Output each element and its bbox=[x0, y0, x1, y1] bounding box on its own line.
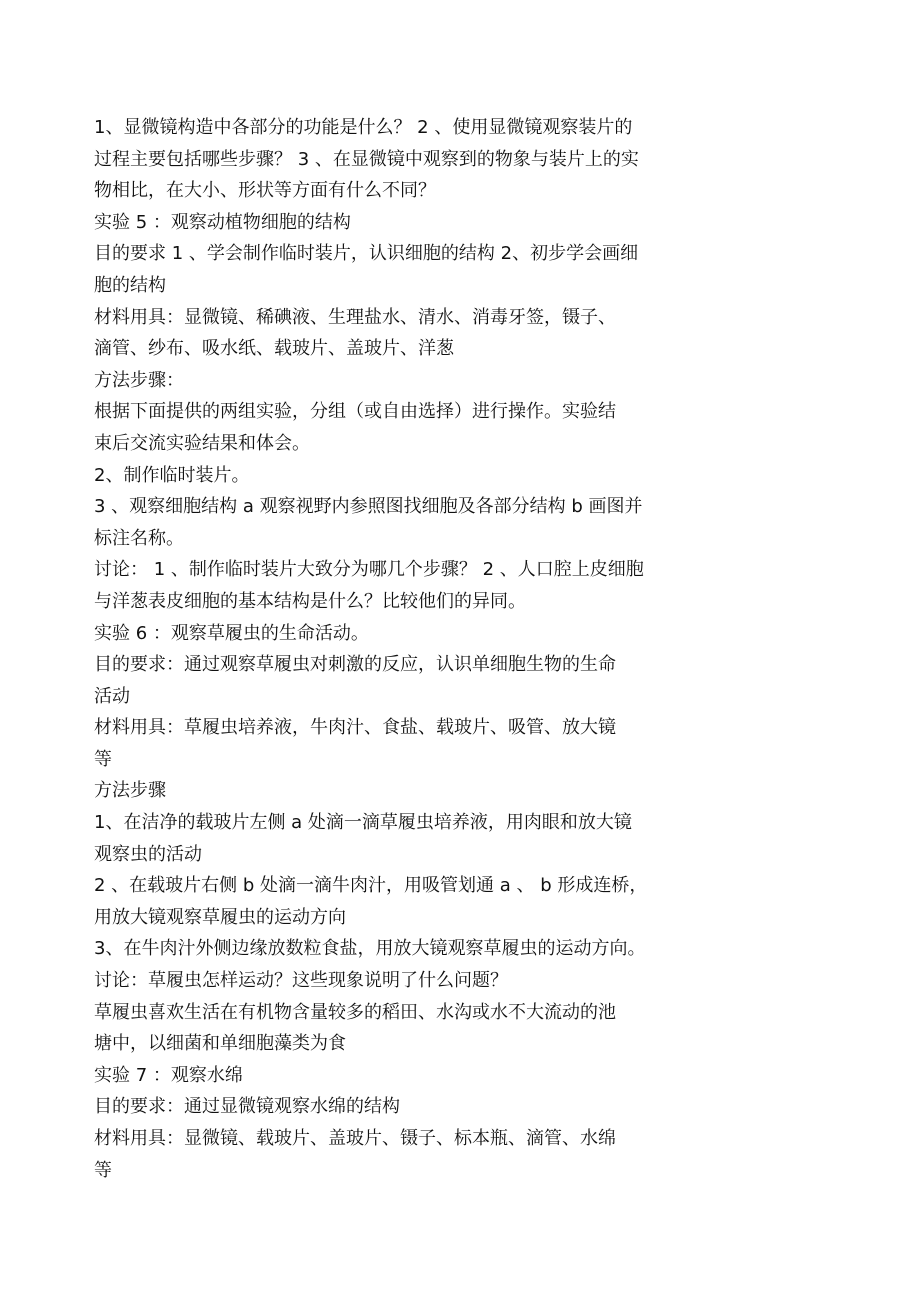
text-line: 观察虫的活动 bbox=[94, 843, 202, 865]
text-line: 1、显微镜构造中各部分的功能是什么？ 2 、使用显微镜观察装片的 bbox=[94, 117, 633, 138]
text-line: 方法步骤： bbox=[94, 369, 184, 391]
text-line: 过程主要包括哪些步骤？ 3 、在显微镜中观察到的物象与装片上的实 bbox=[94, 148, 639, 170]
section-heading: 实验 6 ：观察草履虫的生命活动。 bbox=[94, 622, 369, 644]
text-line: 3、在牛肉汁外侧边缘放数粒食盐，用放大镜观察草履虫的运动方向。 bbox=[94, 938, 646, 960]
document-body bbox=[94, 112, 734, 1186]
text-line: 材料用具：显微镜、载玻片、盖玻片、镊子、标本瓶、滴管、水绵 bbox=[94, 1128, 616, 1149]
text-line: 胞的结构 bbox=[94, 274, 166, 296]
text-line: 目的要求：通过观察草履虫对刺激的反应，认识单细胞生物的生命 bbox=[94, 654, 616, 676]
text-line: 方法步骤 bbox=[94, 780, 166, 802]
text-line: 塘中，以细菌和单细胞藻类为食 bbox=[94, 1033, 346, 1055]
text-line: 2、制作临时装片。 bbox=[94, 464, 250, 486]
text-line: 等 bbox=[94, 1159, 112, 1181]
text-line: 草履虫喜欢生活在有机物含量较多的稻田、水沟或水不大流动的池 bbox=[94, 1001, 616, 1023]
text-line: 用放大镜观察草履虫的运动方向 bbox=[94, 906, 346, 928]
text-line: 与洋葱表皮细胞的基本结构是什么？比较他们的异同。 bbox=[94, 590, 526, 612]
text-line: 2 、在载玻片右侧 b 处滴一滴牛肉汁，用吸管划通 a 、 b 形成连桥， bbox=[94, 875, 648, 897]
text-line: 滴管、纱布、吸水纸、载玻片、盖玻片、洋葱 bbox=[94, 338, 454, 360]
text-line: 材料用具：草履虫培养液，牛肉汁、食盐、载玻片、吸管、放大镜 bbox=[94, 717, 616, 739]
text-line: 3 、观察细胞结构 a 观察视野内参照图找细胞及各部分结构 b 画图并 bbox=[94, 496, 643, 518]
text-line: 根据下面提供的两组实验，分组（或自由选择）进行操作。实验结 bbox=[94, 401, 616, 423]
text-line: 束后交流实验结果和体会。 bbox=[94, 432, 310, 454]
text-line: 讨论： 1 、制作临时装片大致分为哪几个步骤？ 2 、人口腔上皮细胞 bbox=[94, 559, 644, 581]
text-line: 材料用具：显微镜、稀碘液、生理盐水、清水、消毒牙签，镊子、 bbox=[94, 306, 616, 328]
text-line: 活动 bbox=[94, 685, 130, 707]
text-line: 讨论：草履虫怎样运动？这些现象说明了什么问题？ bbox=[94, 970, 508, 992]
text-line: 标注名称。 bbox=[94, 527, 184, 549]
text-line: 目的要求：通过显微镜观察水绵的结构 bbox=[94, 1096, 400, 1118]
text-line: 1、在洁净的载玻片左侧 a 处滴一滴草履虫培养液，用肉眼和放大镜 bbox=[94, 812, 632, 834]
section-heading: 实验 5 ：观察动植物细胞的结构 bbox=[94, 211, 351, 233]
text-line: 物相比，在大小、形状等方面有什么不同？ bbox=[94, 180, 436, 202]
section-heading: 实验 7 ：观察水绵 bbox=[94, 1064, 243, 1086]
text-line: 等 bbox=[94, 748, 112, 770]
text-line: 目的要求 1 、学会制作临时装片，认识细胞的结构 2、初步学会画细 bbox=[94, 243, 639, 265]
